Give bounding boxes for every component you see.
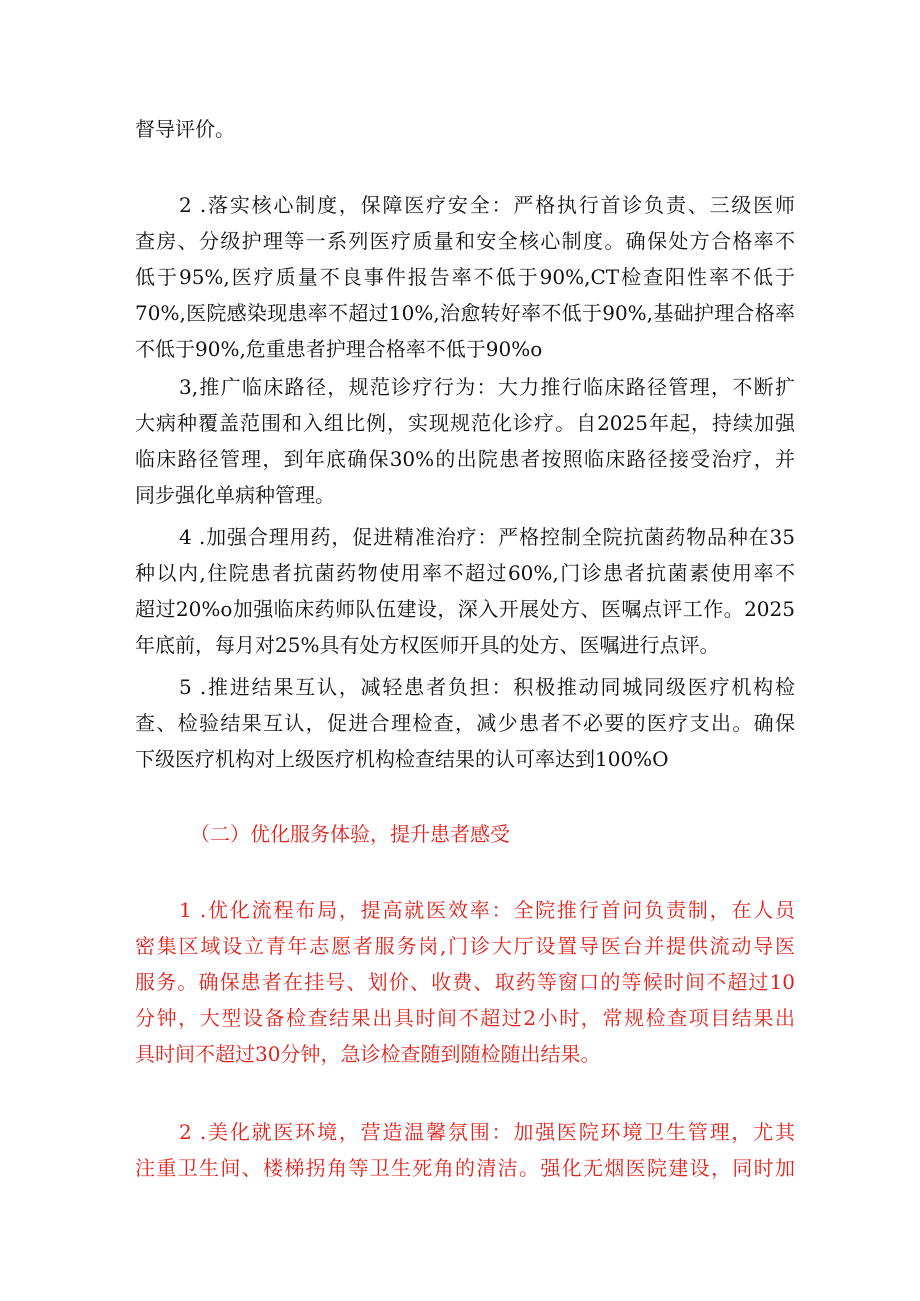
paragraph-line: 低于95%,医疗质量不良事件报告率不低于90%,CT检查阳性率不低于 (135, 265, 795, 289)
paragraph-line: 注重卫生间、楼梯拐角等卫生死角的清洁。强化无烟医院建设，同时加 (135, 1156, 795, 1180)
paragraph-line: 超过20%o加强临床药师队伍建设，深入开展处方、医嘱点评工作。2025 (135, 597, 795, 621)
paragraph-line: 3,推广临床路径，规范诊疗行为：大力推行临床路径管理，不断扩 (179, 375, 795, 399)
paragraph-line: 5 .推进结果互认，减轻患者负担：积极推动同城同级医疗机构检 (179, 675, 795, 699)
paragraph-line: 同步强化单病种管理。 (135, 483, 335, 507)
paragraph-line: 70%,医院感染现患率不超过10%,治愈转好率不低于90%,基础护理合格率 (135, 301, 795, 325)
paragraph-line: 2 .落实核心制度，保障医疗安全：严格执行首诊负责、三级医师 (179, 193, 795, 217)
paragraph-line: 具时间不超过30分钟，急诊检查随到随检随出结果。 (135, 1042, 601, 1066)
paragraph-line: 下级医疗机构对上级医疗机构检查结果的认可率达到100%O (135, 747, 669, 771)
paragraph-line: 服务。确保患者在挂号、划价、收费、取药等窗口的等候时间不超过10 (135, 970, 795, 994)
paragraph-line: 2 .美化就医环境，营造温馨氛围：加强医院环境卫生管理，尤其 (179, 1120, 795, 1144)
paragraph-line: 年底前，每月对25%具有处方权医师开具的处方、医嘱进行点评。 (135, 633, 720, 657)
section-heading: （二）优化服务体验，提升患者感受 (190, 822, 510, 846)
paragraph-line: 大病种覆盖范围和入组比例，实现规范化诊疗。自2025年起，持续加强 (135, 411, 795, 435)
paragraph-line: 查、检验结果互认，促进合理检查，减少患者不必要的医疗支出。确保 (135, 711, 795, 735)
paragraph-line: 密集区域设立青年志愿者服务岗,门诊大厅设置导医台并提供流动导医 (135, 934, 795, 958)
paragraph-line: 种以内,住院患者抗菌药物使用率不超过60%,门诊患者抗菌素使用率不 (135, 561, 795, 585)
paragraph-line: 4 .加强合理用药，促进精准治疗：严格控制全院抗菌药物品种在35 (179, 525, 795, 549)
paragraph-line: 分钟，大型设备检查结果出具时间不超过2小时，常规检查项目结果出 (135, 1006, 795, 1030)
section-tail-text: 督导评价。 (135, 117, 235, 141)
paragraph-line: 临床路径管理，到年底确保30%的出院患者按照临床路径接受治疗，并 (135, 447, 795, 471)
paragraph-line: 查房、分级护理等一系列医疗质量和安全核心制度。确保处方合格率不 (135, 229, 795, 253)
paragraph-line: 1 .优化流程布局，提高就医效率：全院推行首问负责制，在人员 (179, 898, 795, 922)
paragraph-line: 不低于90%,危重患者护理合格率不低于90%o (135, 337, 543, 361)
